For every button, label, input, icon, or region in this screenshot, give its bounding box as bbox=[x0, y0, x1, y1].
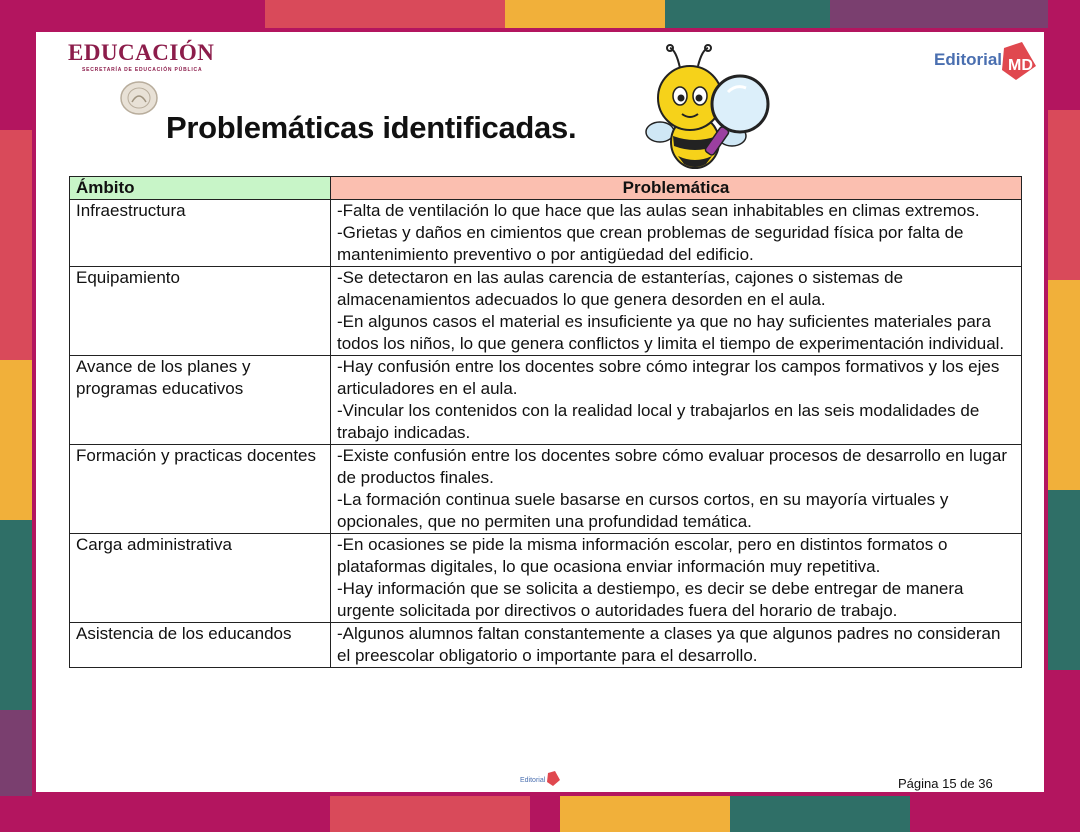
background-strip bbox=[0, 796, 1080, 832]
publisher-name: Editorial bbox=[934, 50, 1003, 69]
header-ambito: Ámbito bbox=[70, 177, 331, 200]
problem-item: -En algunos casos el material es insuficiente ya que no hay suficientes materiales para todos los niños, lo que genera conflictos y limita el tiempo de experimentación individual. bbox=[337, 312, 1005, 353]
ambito-cell: Avance de los planes y programas educativos bbox=[70, 356, 331, 445]
table-row bbox=[70, 267, 1022, 356]
table-row bbox=[70, 356, 1022, 445]
problem-item: -Existe confusión entre los docentes sobre cómo evaluar procesos de desarrollo en lugar de productos finales. bbox=[337, 446, 1007, 487]
problem-item: -Falta de ventilación lo que hace que las aulas sean inhabitables en climas extremos. bbox=[337, 201, 980, 220]
page-number: Página 15 de 36 bbox=[898, 776, 993, 791]
problem-item: -La formación continua suele basarse en cursos cortos, en su mayoría virtuales y opcionales, que no permiten una profundidad temática. bbox=[337, 490, 949, 531]
problem-item: -Vincular los contenidos con la realidad local y trabajarlos en las seis modalidades de trabajo indicadas. bbox=[337, 401, 980, 442]
background-strip bbox=[560, 796, 730, 832]
background-strip bbox=[1048, 490, 1080, 670]
background-strip bbox=[730, 796, 910, 832]
background-strip bbox=[330, 796, 530, 832]
background-strip bbox=[0, 360, 32, 520]
problematica-cell bbox=[331, 623, 1022, 668]
problematica-cell bbox=[331, 445, 1022, 534]
brand-subtitle: SECRETARÍA DE EDUCACIÓN PÚBLICA bbox=[82, 67, 203, 73]
problem-item: -Se detectaron en las aulas carencia de estanterías, cajones o sistemas de almacenamientos adecuados lo que genera desorden en el aula. bbox=[337, 268, 904, 309]
svg-text:Editorial: Editorial bbox=[520, 777, 546, 784]
ambito-cell: Asistencia de los educandos bbox=[70, 623, 331, 668]
ambito-cell: Infraestructura bbox=[70, 200, 331, 267]
background-strip bbox=[0, 130, 32, 360]
problematica-cell bbox=[331, 267, 1022, 356]
problematica-cell bbox=[331, 200, 1022, 267]
table-row bbox=[70, 534, 1022, 623]
background-strip bbox=[665, 0, 830, 28]
header-problematica: Problemática bbox=[331, 177, 1022, 200]
table-row bbox=[70, 623, 1022, 668]
background-strip bbox=[1048, 280, 1080, 490]
table-row bbox=[70, 445, 1022, 534]
table-row bbox=[70, 200, 1022, 267]
svg-text:MD: MD bbox=[1008, 57, 1033, 74]
background-strip bbox=[830, 0, 1080, 28]
table-header-row bbox=[70, 177, 1022, 200]
ambito-cell: Equipamiento bbox=[70, 267, 331, 356]
problems-table bbox=[69, 176, 1022, 668]
problem-item: -Hay información que se solicita a destiempo, es decir se debe entregar de manera urgente solicitada por directivos o autoridades fuera del horario de trabajo. bbox=[337, 579, 964, 620]
background-strip bbox=[505, 0, 665, 28]
ambito-cell: Formación y practicas docentes bbox=[70, 445, 331, 534]
problem-item: -Algunos alumnos faltan constantemente a clases ya que algunos padres no consideran el preescolar obligatorio o importante para el desarrollo. bbox=[337, 624, 1001, 665]
problematica-cell bbox=[331, 534, 1022, 623]
footer-publisher-logo-icon bbox=[520, 770, 560, 788]
problem-item: -Hay confusión entre los docentes sobre cómo integrar los campos formativos y los ejes articuladores en el aula. bbox=[337, 357, 1000, 398]
brand-logo-text: EDUCACIÓN bbox=[68, 40, 215, 65]
ambito-cell: Carga administrativa bbox=[70, 534, 331, 623]
page-title: Problemáticas identificadas. bbox=[166, 110, 577, 145]
problem-item: -Grietas y daños en cimientos que crean problemas de seguridad física por falta de mantenimiento preventivo o por antigüedad del edificio. bbox=[337, 223, 964, 264]
background-strip bbox=[0, 520, 32, 710]
problem-item: -En ocasiones se pide la misma información escolar, pero en distintos formatos o plataformas digitales, lo que ocasiona enviar información muy repetitiva. bbox=[337, 535, 948, 576]
background-strip bbox=[265, 0, 505, 28]
problematica-cell bbox=[331, 356, 1022, 445]
seal-icon bbox=[119, 80, 159, 116]
background-strip bbox=[1048, 110, 1080, 280]
bee-magnifier-icon bbox=[640, 40, 780, 172]
